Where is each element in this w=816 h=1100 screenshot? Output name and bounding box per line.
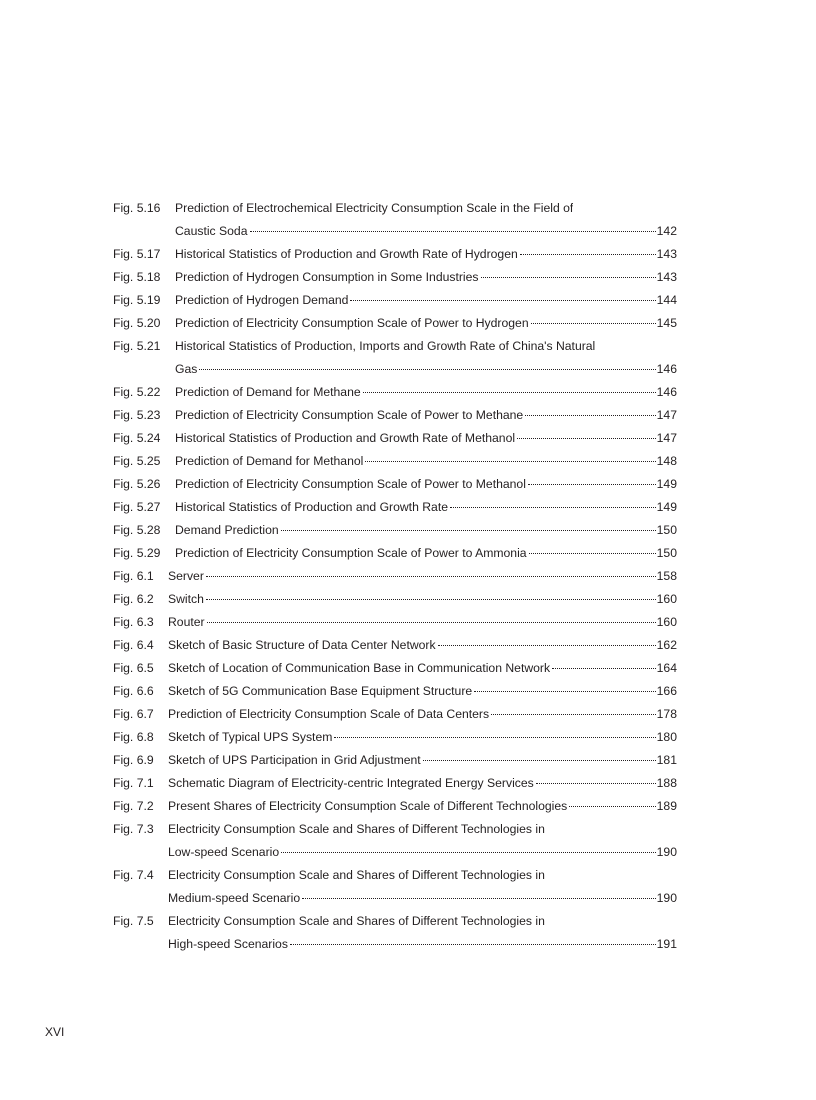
toc-entry [113,910,677,956]
toc-entry-line [113,611,677,634]
figure-title: Sketch of UPS Participation in Grid Adjustment [168,753,421,767]
page-ref: 146 [656,362,677,376]
page-ref: 142 [656,224,677,238]
dot-leader [474,691,655,692]
figure-number: Fig. 5.25 [113,454,161,468]
dot-leader [363,392,656,393]
page-ref: 143 [656,270,677,284]
figure-title: Prediction of Hydrogen Consumption in Some Industries [175,270,479,284]
page-ref: 191 [656,937,677,951]
toc-entry-line [113,864,677,887]
figure-number: Fig. 5.26 [113,477,161,491]
page-ref: 190 [656,891,677,905]
toc-entry [113,864,677,910]
dot-leader [552,668,656,669]
figure-title: Prediction of Demand for Methanol [175,454,364,468]
toc-entry-line [113,335,677,358]
dot-leader [491,714,656,715]
dot-leader [528,484,656,485]
page-ref: 178 [656,707,677,721]
dot-leader [290,944,656,945]
toc-entry-line [113,726,677,749]
page-ref: 146 [656,385,677,399]
dot-leader [207,622,656,623]
dot-leader [520,254,656,255]
page-ref: 148 [656,454,677,468]
toc-entry [113,703,677,726]
toc-entry [113,726,677,749]
toc-entry-line [113,680,677,703]
page-number: XVI [45,1025,65,1039]
toc-entry-line [113,657,677,680]
figure-number: Fig. 7.5 [113,914,154,928]
toc-entry-line [113,427,677,450]
toc-entry [113,680,677,703]
toc-entry-line [113,381,677,404]
figure-number: Fig. 5.19 [113,293,161,307]
toc-entry [113,473,677,496]
list-of-figures [113,197,677,956]
figure-title-continued: Low-speed Scenario [168,845,280,859]
figure-number: Fig. 5.23 [113,408,161,422]
figure-title-continued: Medium-speed Scenario [168,891,301,905]
toc-entry [113,496,677,519]
figure-number: Fig. 6.2 [113,592,154,606]
figure-number: Fig. 6.4 [113,638,154,652]
figure-number: Fig. 5.18 [113,270,161,284]
toc-entry-line [113,565,677,588]
figure-number: Fig. 6.6 [113,684,154,698]
toc-entry-line [113,542,677,565]
figure-title: Historical Statistics of Production and Growth Rate of Hydrogen [175,247,518,261]
figure-title-continued: High-speed Scenarios [168,937,288,951]
toc-entry [113,565,677,588]
toc-entry-line [113,473,677,496]
toc-entry [113,588,677,611]
page-ref: 149 [656,500,677,514]
figure-title: Prediction of Electricity Consumption Scale of Power to Methanol [175,477,526,491]
figure-number: Fig. 6.5 [113,661,154,675]
toc-entry-line [113,887,677,910]
toc-entry-line [113,358,677,381]
figure-title: Prediction of Electricity Consumption Scale of Data Centers [168,707,490,721]
toc-entry [113,289,677,312]
page-ref: 166 [656,684,677,698]
toc-entry-line [113,220,677,243]
dot-leader [365,461,655,462]
page-ref: 188 [656,776,677,790]
toc-entry [113,519,677,542]
figure-title: Historical Statistics of Production and Growth Rate [175,500,448,514]
page-ref: 160 [656,615,677,629]
toc-entry-line [113,841,677,864]
page-ref: 147 [656,431,677,445]
toc-entry [113,266,677,289]
toc-entry-line [113,289,677,312]
page-ref: 160 [656,592,677,606]
figure-number: Fig. 5.17 [113,247,161,261]
figure-title: Sketch of Location of Communication Base in Communication Network [168,661,551,675]
dot-leader [350,300,655,301]
toc-entry-line [113,404,677,427]
figure-title: Electricity Consumption Scale and Shares of Different Technologies in [168,914,545,928]
figure-title: Historical Statistics of Production, Imports and Growth Rate of China's Natural [175,339,596,353]
toc-entry-line [113,197,677,220]
toc-entry [113,795,677,818]
page-ref: 158 [656,569,677,583]
dot-leader [569,806,655,807]
figure-title: Router [168,615,205,629]
toc-entry-line [113,266,677,289]
figure-number: Fig. 6.1 [113,569,154,583]
toc-entry-line [113,703,677,726]
figure-title: Switch [168,592,204,606]
figure-number: Fig. 7.3 [113,822,154,836]
dot-leader [206,599,656,600]
figure-title-continued: Caustic Soda [175,224,248,238]
toc-entry [113,634,677,657]
figure-number: Fig. 6.7 [113,707,154,721]
dot-leader [525,415,655,416]
figure-title: Electricity Consumption Scale and Shares of Different Technologies in [168,868,545,882]
toc-entry-line [113,772,677,795]
toc-entry-line [113,519,677,542]
figure-number: Fig. 5.20 [113,316,161,330]
toc-entry [113,312,677,335]
figure-title: Prediction of Demand for Methane [175,385,361,399]
page-ref: 180 [656,730,677,744]
figure-number: Fig. 5.27 [113,500,161,514]
dot-leader [281,530,656,531]
page-ref: 149 [656,477,677,491]
toc-entry-line [113,243,677,266]
toc-entry-line [113,450,677,473]
figure-number: Fig. 6.9 [113,753,154,767]
page-ref: 181 [656,753,677,767]
toc-entry [113,427,677,450]
dot-leader [481,277,656,278]
toc-entry-line [113,588,677,611]
toc-entry [113,450,677,473]
figure-number: Fig. 7.2 [113,799,154,813]
figure-number: Fig. 5.22 [113,385,161,399]
dot-leader [250,231,656,232]
page-ref: 150 [656,546,677,560]
page-ref: 150 [656,523,677,537]
figure-title: Electricity Consumption Scale and Shares of Different Technologies in [168,822,545,836]
toc-entry [113,818,677,864]
toc-entry [113,243,677,266]
toc-entry-line [113,910,677,933]
dot-leader [536,783,656,784]
figure-title: Prediction of Electrochemical Electricity Consumption Scale in the Field of [175,201,574,215]
dot-leader [450,507,656,508]
figure-number: Fig. 7.4 [113,868,154,882]
figure-title: Prediction of Electricity Consumption Scale of Power to Ammonia [175,546,527,560]
toc-entry [113,772,677,795]
dot-leader [529,553,656,554]
figure-title: Sketch of Typical UPS System [168,730,333,744]
figure-title: Server [168,569,204,583]
figure-title-continued: Gas [175,362,198,376]
page-ref: 145 [656,316,677,330]
toc-entry-line [113,933,677,956]
figure-title: Prediction of Electricity Consumption Scale of Power to Methane [175,408,524,422]
page-ref: 147 [656,408,677,422]
figure-title: Present Shares of Electricity Consumption Scale of Different Technologies [168,799,568,813]
figure-number: Fig. 6.8 [113,730,154,744]
dot-leader [438,645,656,646]
figure-number: Fig. 5.28 [113,523,161,537]
toc-entry-line [113,749,677,772]
toc-entry-line [113,818,677,841]
toc-entry [113,381,677,404]
toc-entry-line [113,496,677,519]
figure-title: Prediction of Electricity Consumption Scale of Power to Hydrogen [175,316,529,330]
figure-number: Fig. 5.16 [113,201,161,215]
dot-leader [281,852,656,853]
page-ref: 144 [656,293,677,307]
toc-entry [113,404,677,427]
figure-number: Fig. 5.24 [113,431,161,445]
figure-title: Sketch of Basic Structure of Data Center Network [168,638,436,652]
figure-number: Fig. 7.1 [113,776,154,790]
toc-entry [113,197,677,243]
figure-title: Schematic Diagram of Electricity-centric Integrated Energy Services [168,776,534,790]
dot-leader [423,760,656,761]
toc-entry [113,611,677,634]
toc-entry [113,657,677,680]
dot-leader [302,898,656,899]
dot-leader [199,369,655,370]
toc-entry [113,749,677,772]
toc-entry-line [113,634,677,657]
dot-leader [531,323,656,324]
figure-title: Prediction of Hydrogen Demand [175,293,349,307]
page-ref: 189 [656,799,677,813]
page-ref: 162 [656,638,677,652]
page-ref: 190 [656,845,677,859]
dot-leader [334,737,655,738]
page-ref: 164 [656,661,677,675]
toc-entry-line [113,795,677,818]
toc-entry [113,335,677,381]
figure-title: Demand Prediction [175,523,279,537]
figure-number: Fig. 6.3 [113,615,154,629]
figure-title: Historical Statistics of Production and Growth Rate of Methanol [175,431,516,445]
toc-entry [113,542,677,565]
figure-number: Fig. 5.21 [113,339,161,353]
dot-leader [517,438,656,439]
toc-entry-line [113,312,677,335]
figure-number: Fig. 5.29 [113,546,161,560]
page-ref: 143 [656,247,677,261]
figure-title: Sketch of 5G Communication Base Equipment Structure [168,684,473,698]
dot-leader [206,576,656,577]
